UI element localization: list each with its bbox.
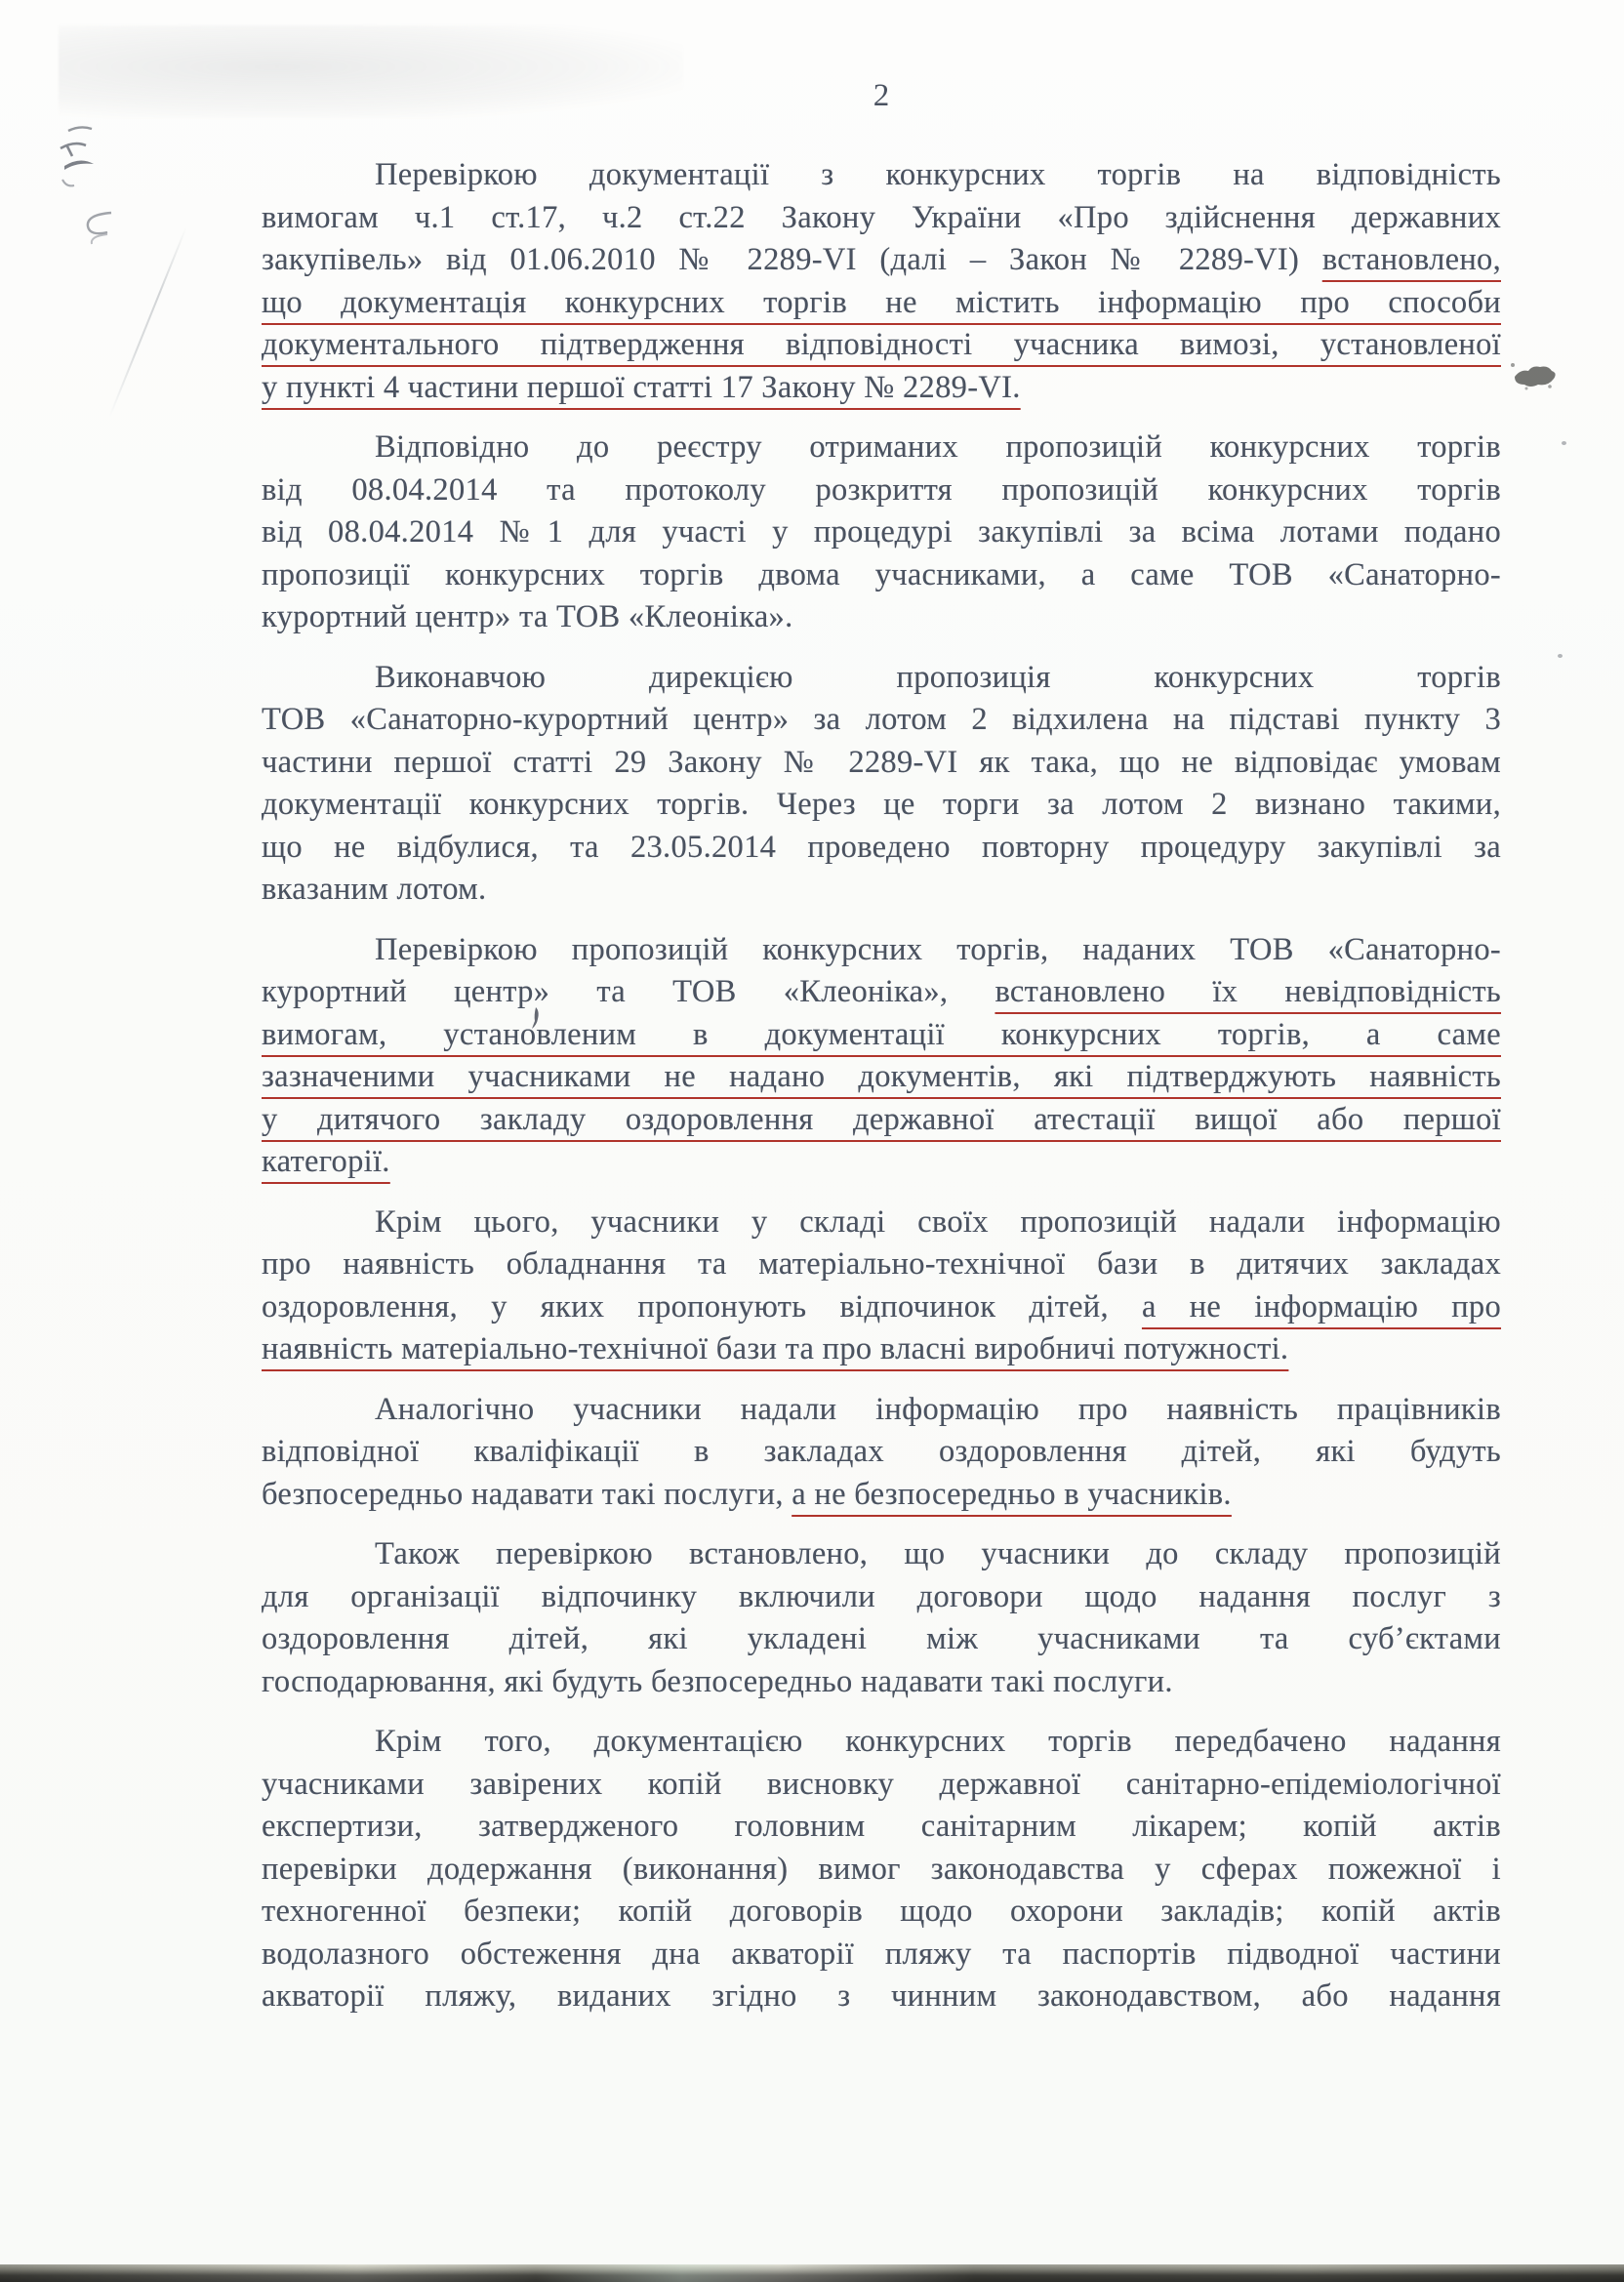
text-segment: від 08.04.2014 та протоколу розкриття пропозицій конкурсних торгів — [262, 471, 1501, 508]
text-segment: що не відбулися, та 23.05.2014 проведено повторну процедуру закупівлі за — [262, 829, 1501, 865]
text-line — [262, 469, 1501, 512]
text-segment: від 08.04.2014 №1 для участі у процедурі закупівлі за всіма лотами подано — [262, 514, 1501, 550]
text-line — [262, 511, 1501, 554]
text-line — [262, 324, 1501, 367]
text-line — [262, 1431, 1501, 1474]
text-segment: закупівель» від 01.06.2010 № 2289-VI (далі – Закон № 2289-VI) — [262, 242, 1322, 277]
paragraph — [262, 657, 1501, 912]
text-segment: частини першої статті 29 Закону № 2289-VI як така, що не відповідає умовам — [262, 744, 1501, 780]
red-underlined-text: що документація конкурсних торгів не містить інформацію про способи — [262, 284, 1501, 320]
text-segment: безпосередньо надавати такі послуги, — [262, 1476, 792, 1512]
text-line — [262, 1474, 1501, 1517]
text-line — [262, 1806, 1501, 1849]
red-underlined-text: а не інформацію про — [1141, 1288, 1502, 1324]
text-line — [262, 929, 1501, 972]
text-line — [262, 784, 1501, 827]
text-line — [262, 1099, 1501, 1142]
red-underlined-text: у дитячого закладу оздоровлення державної атестації вищої або першої — [262, 1101, 1501, 1137]
text-segment: пропозиції конкурсних торгів двома учасниками, а саме ТОВ «Санаторно- — [262, 556, 1501, 592]
text-line — [262, 971, 1501, 1014]
text-segment: водолазного обстеження дна акваторії пляжу та паспортів підводної частини — [262, 1936, 1501, 1972]
text-line — [262, 657, 1501, 700]
ink-smudge-mark — [1507, 353, 1560, 394]
text-segment: Крім того, документацією конкурсних торгів передбачено надання — [375, 1724, 1501, 1759]
text-segment: курортний центр» та ТОВ «Клеоніка», — [262, 974, 995, 1009]
text-segment: Крім цього, учасники у складі своїх пропозицій надали інформацію — [375, 1203, 1501, 1240]
text-segment: Перевіркою пропозицій конкурсних торгів, наданих ТОВ «Санаторно- — [375, 931, 1501, 967]
page-number: 2 — [873, 78, 890, 113]
scan-speck — [1558, 654, 1563, 658]
text-segment: ТОВ «Санаторно-курортний центр» за лотом 2 відхилена на підставі пункту 3 — [262, 702, 1501, 737]
text-segment: оздоровлення, у яких пропонують відпочинок дітей, — [262, 1288, 1142, 1324]
text-line — [262, 1328, 1501, 1371]
text-line — [262, 1764, 1501, 1807]
text-segment: техногенної безпеки; копій договорів щодо охорони закладів; копій актів — [262, 1894, 1501, 1929]
text-line — [262, 596, 1501, 639]
text-line — [262, 1141, 1501, 1184]
text-line — [262, 1014, 1501, 1057]
text-line — [262, 1661, 1501, 1704]
pencil-curl-mark — [72, 207, 119, 250]
text-line — [262, 154, 1501, 197]
text-line — [262, 742, 1501, 785]
text-line — [262, 1576, 1501, 1619]
text-segment: акваторії пляжу, виданих згідно з чинним законодавством, або надання — [262, 1978, 1501, 2014]
red-underlined-text: вимогам, установленим в документації конкурсних торгів, а саме — [262, 1016, 1501, 1052]
red-underlined-text: встановлено їх невідповідність — [995, 974, 1502, 1009]
text-segment: для організації відпочинку включили договори щодо надання послуг з — [262, 1578, 1501, 1614]
text-segment: учасниками завірених копій висновку державної санітарно-епідеміологічної — [262, 1766, 1501, 1802]
text-segment: Виконавчою дирекцією пропозиція конкурсних торгів — [375, 659, 1501, 695]
text-line — [262, 367, 1501, 410]
text-line — [262, 1976, 1501, 2018]
red-underlined-text: а не безпосередньо в учасників. — [792, 1476, 1232, 1512]
red-underlined-text: категорії. — [262, 1144, 390, 1179]
text-segment: оздоровлення дітей, які укладені між учасниками та суб’єктами — [262, 1621, 1501, 1656]
text-line — [262, 1243, 1501, 1286]
red-underlined-text: наявність матеріально-технічної бази та про власні виробничі потужності. — [262, 1331, 1289, 1366]
text-segment: Аналогічно учасники надали інформацію про наявність працівників — [375, 1391, 1501, 1427]
text-line — [262, 1389, 1501, 1432]
text-line — [262, 239, 1501, 282]
text-segment: вимогам ч.1 ст.17, ч.2 ст.22 Закону України «Про здійснення державних — [262, 199, 1501, 235]
text-line — [262, 1849, 1501, 1892]
text-segment: експертизи, затвердженого головним санітарним лікарем; копій актів — [262, 1809, 1501, 1844]
text-segment: курортний центр» та ТОВ «Клеоніка». — [262, 599, 793, 634]
text-segment: вказаним лотом. — [262, 872, 487, 907]
paragraph — [262, 427, 1501, 639]
text-line — [262, 827, 1501, 870]
red-underlined-text: встановлено, — [1321, 242, 1501, 277]
scan-bottom-edge — [0, 2264, 1624, 2282]
text-segment: документації конкурсних торгів. Через це торги за лотом 2 визнано такими, — [262, 787, 1501, 822]
text-line — [262, 869, 1501, 912]
text-segment: Також перевіркою встановлено, що учасники до складу пропозицій — [375, 1536, 1501, 1571]
paragraph — [262, 154, 1501, 409]
red-underlined-text: у пункті 4 частини першої статті 17 Закону № 2289-VI. — [262, 369, 1021, 405]
paragraph — [262, 1721, 1501, 2018]
text-line — [262, 1721, 1501, 1764]
text-segment: Перевіркою документації з конкурсних торгів на відповідність — [375, 157, 1501, 192]
text-line — [262, 1286, 1501, 1329]
text-line — [262, 1891, 1501, 1934]
text-segment: Відповідно до реєстру отриманих пропозицій конкурсних торгів — [375, 429, 1501, 465]
scan-scratch-artifact — [108, 226, 187, 417]
text-line — [262, 1056, 1501, 1099]
text-line — [262, 1533, 1501, 1576]
text-line — [262, 1934, 1501, 1976]
paragraph — [262, 1202, 1501, 1371]
text-segment: про наявність обладнання та матеріально-технічної бази в дитячих закладах — [262, 1246, 1501, 1282]
red-underlined-text: документального підтвердження відповідності учасника вимозі, установленої — [262, 327, 1501, 362]
text-line — [262, 1202, 1501, 1244]
paragraph — [262, 1389, 1501, 1517]
document-body — [262, 154, 1501, 2036]
text-segment: перевірки додержання (виконання) вимог законодавства у сферах пожежної і — [262, 1851, 1501, 1887]
scan-speck — [1562, 441, 1566, 445]
pencil-squiggle-mark — [55, 123, 113, 205]
text-line — [262, 427, 1501, 469]
text-line — [262, 1618, 1501, 1661]
red-underlined-text: зазначеними учасниками не надано документів, які підтверджують наявність — [262, 1059, 1501, 1094]
text-line — [262, 197, 1501, 240]
text-line — [262, 699, 1501, 742]
text-segment: господарювання, які будуть безпосередньо надавати такі послуги. — [262, 1663, 1173, 1699]
paragraph — [262, 929, 1501, 1184]
paragraph — [262, 1533, 1501, 1703]
text-line — [262, 554, 1501, 597]
text-segment: відповідної кваліфікації в закладах оздоровлення дітей, які будуть — [262, 1434, 1501, 1469]
text-line — [262, 282, 1501, 325]
